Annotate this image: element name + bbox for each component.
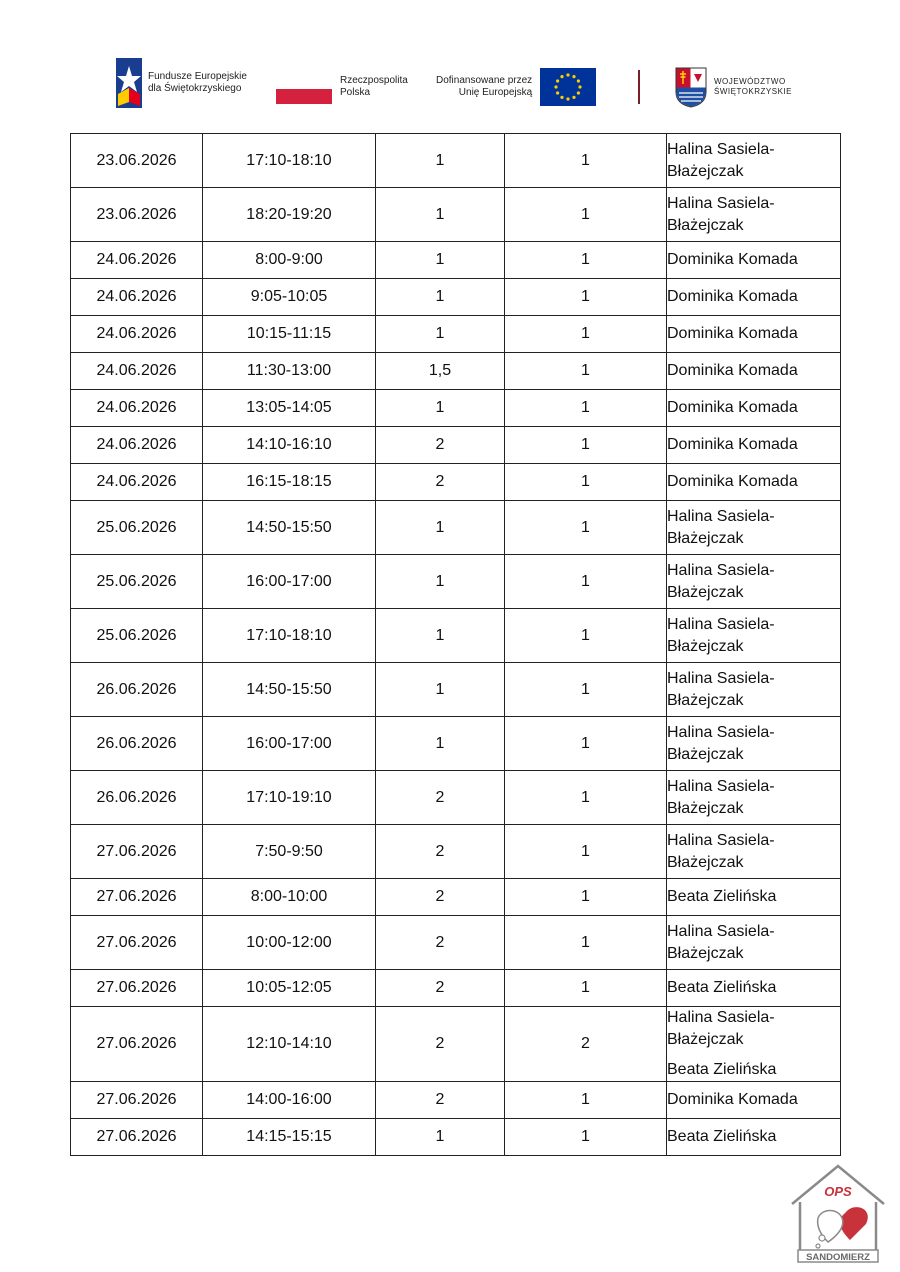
time-range-cell: 14:10-16:10 [203, 427, 376, 464]
date-cell: 26.06.2026 [71, 717, 203, 771]
hours-cell: 2 [376, 825, 505, 879]
time-range-cell: 10:00-12:00 [203, 916, 376, 970]
time-range-cell: 17:10-18:10 [203, 134, 376, 188]
table-row [71, 609, 841, 663]
person-cell [667, 501, 841, 555]
person-cell [667, 1007, 841, 1082]
person-cell [667, 464, 841, 501]
count-cell: 1 [505, 427, 667, 464]
date-cell: 26.06.2026 [71, 663, 203, 717]
count-cell: 1 [505, 390, 667, 427]
person-name-line: Halina Sasiela- [667, 507, 775, 525]
hours-cell: 2 [376, 879, 505, 916]
schedule-table-body [71, 134, 841, 1156]
date-cell: 27.06.2026 [71, 1007, 203, 1082]
person-cell [667, 771, 841, 825]
fe-line2: dla Świętokrzyskiego [148, 83, 242, 94]
count-cell: 1 [505, 279, 667, 316]
time-range-cell: 9:05-10:05 [203, 279, 376, 316]
hours-cell: 1 [376, 1119, 505, 1156]
heart-icon [840, 1207, 868, 1240]
count-cell: 2 [505, 1007, 667, 1082]
count-cell: 1 [505, 1082, 667, 1119]
person-name-line: Błażejczak [667, 944, 744, 962]
table-row [71, 879, 841, 916]
table-row [71, 825, 841, 879]
table-row [71, 1082, 841, 1119]
count-cell: 1 [505, 188, 667, 242]
person-name-line: Halina Sasiela- [667, 194, 775, 212]
count-cell: 1 [505, 555, 667, 609]
eu-cofinancing-logo [436, 68, 596, 106]
person-cell [667, 916, 841, 970]
count-cell: 1 [505, 316, 667, 353]
date-cell: 23.06.2026 [71, 188, 203, 242]
table-row [71, 188, 841, 242]
person-name-line: Błażejczak [667, 799, 744, 817]
date-cell: 27.06.2026 [71, 879, 203, 916]
time-range-cell: 12:10-14:10 [203, 1007, 376, 1082]
time-range-cell: 17:10-19:10 [203, 771, 376, 825]
person-cell [667, 1082, 841, 1119]
person-name-line: Halina Sasiela- [667, 1009, 775, 1026]
count-cell: 1 [505, 663, 667, 717]
person-name-line: Halina Sasiela- [667, 922, 775, 940]
hours-cell: 1 [376, 134, 505, 188]
table-row [71, 663, 841, 717]
person-name-line: Dominika Komada [667, 1091, 798, 1108]
hours-cell: 2 [376, 427, 505, 464]
table-row [71, 555, 841, 609]
ue-line2: Unię Europejską [458, 87, 533, 98]
rzeczpospolita-logo [276, 74, 408, 104]
person-name-line: Błażejczak [667, 637, 744, 655]
person-name-line: Dominika Komada [667, 436, 798, 453]
date-cell: 24.06.2026 [71, 353, 203, 390]
time-range-cell: 16:00-17:00 [203, 555, 376, 609]
person-name-line: Beata Zielińska [667, 888, 777, 905]
person-cell [667, 279, 841, 316]
table-row [71, 427, 841, 464]
person-cell [667, 879, 841, 916]
polish-flag-icon [276, 74, 332, 104]
header-logo-bar [0, 0, 900, 120]
person-cell [667, 717, 841, 771]
time-range-cell: 18:20-19:20 [203, 188, 376, 242]
person-cell [667, 1119, 841, 1156]
person-name-line: Błażejczak [667, 691, 744, 709]
count-cell: 1 [505, 717, 667, 771]
person-name-line: Beata Zielińska [667, 979, 777, 996]
time-range-cell: 16:00-17:00 [203, 717, 376, 771]
date-cell: 27.06.2026 [71, 970, 203, 1007]
table-row [71, 1007, 841, 1082]
stamp-bottom-text: SANDOMIERZ [806, 1252, 870, 1263]
table-row [71, 717, 841, 771]
swietokrzyskie-crest-icon [674, 66, 708, 108]
count-cell: 1 [505, 771, 667, 825]
date-cell: 24.06.2026 [71, 279, 203, 316]
eu-flag-icon [540, 68, 596, 106]
count-cell: 1 [505, 916, 667, 970]
person-cell [667, 825, 841, 879]
person-name-line: Błażejczak [667, 745, 744, 763]
time-range-cell: 11:30-13:00 [203, 353, 376, 390]
logo-divider [638, 70, 640, 104]
person-name-line: Halina Sasiela- [667, 723, 775, 741]
count-cell: 1 [505, 609, 667, 663]
date-cell: 27.06.2026 [71, 1082, 203, 1119]
date-cell: 27.06.2026 [71, 1119, 203, 1156]
person-cell [667, 134, 841, 188]
count-cell: 1 [505, 501, 667, 555]
date-cell: 25.06.2026 [71, 609, 203, 663]
person-name-line: Halina Sasiela- [667, 140, 775, 158]
person-name-line: Błażejczak [667, 1031, 744, 1048]
fundusze-europejskie-logo [116, 58, 247, 108]
date-cell: 25.06.2026 [71, 555, 203, 609]
person-cell [667, 970, 841, 1007]
hours-cell: 2 [376, 916, 505, 970]
hours-cell: 1 [376, 609, 505, 663]
person-cell [667, 188, 841, 242]
hours-cell: 2 [376, 1007, 505, 1082]
hours-cell: 1 [376, 717, 505, 771]
ops-sandomierz-stamp [788, 1162, 888, 1266]
person-cell [667, 609, 841, 663]
count-cell: 1 [505, 134, 667, 188]
date-cell: 26.06.2026 [71, 771, 203, 825]
person-cell [667, 242, 841, 279]
table-row [71, 464, 841, 501]
hours-cell: 1 [376, 663, 505, 717]
person-name-line: Dominika Komada [667, 251, 798, 268]
hours-cell: 1 [376, 242, 505, 279]
hours-cell: 1 [376, 501, 505, 555]
count-cell: 1 [505, 353, 667, 390]
time-range-cell: 14:50-15:50 [203, 663, 376, 717]
sw-line2: ŚWIĘTOKRZYSKIE [714, 87, 792, 96]
time-range-cell: 10:15-11:15 [203, 316, 376, 353]
hours-cell: 1 [376, 390, 505, 427]
person-name-line: Dominika Komada [667, 325, 798, 342]
person-name-line: Dominika Komada [667, 473, 798, 490]
table-row [71, 353, 841, 390]
date-cell: 24.06.2026 [71, 427, 203, 464]
count-cell: 1 [505, 825, 667, 879]
person-name-line: Błażejczak [667, 583, 744, 601]
hours-cell: 2 [376, 970, 505, 1007]
fe-line1: Fundusze Europejskie [148, 71, 247, 82]
count-cell: 1 [505, 464, 667, 501]
person-name-line: Dominika Komada [667, 399, 798, 416]
fe-star-icon [116, 58, 142, 108]
count-cell: 1 [505, 242, 667, 279]
table-row [71, 970, 841, 1007]
table-row [71, 134, 841, 188]
time-range-cell: 17:10-18:10 [203, 609, 376, 663]
person-cell [667, 353, 841, 390]
hours-cell: 1 [376, 316, 505, 353]
stamp-top-text: OPS [824, 1184, 852, 1199]
table-row [71, 1119, 841, 1156]
person-name-line: Błażejczak [667, 529, 744, 547]
person-cell [667, 427, 841, 464]
person-name-line: Błażejczak [667, 853, 744, 871]
hours-cell: 1 [376, 555, 505, 609]
person-name-line: Beata Zielińska [667, 1128, 777, 1145]
person-name-line: Błażejczak [667, 216, 744, 234]
wojewodztwo-swietokrzyskie-logo [674, 66, 792, 108]
table-row [71, 279, 841, 316]
person-name-line: Beata Zielińska [667, 1061, 777, 1078]
time-range-cell: 14:00-16:00 [203, 1082, 376, 1119]
table-row [71, 316, 841, 353]
date-cell: 24.06.2026 [71, 242, 203, 279]
schedule-table [70, 133, 841, 1156]
table-row [71, 501, 841, 555]
person-name-line: Halina Sasiela- [667, 615, 775, 633]
hours-cell: 1 [376, 279, 505, 316]
date-cell: 27.06.2026 [71, 825, 203, 879]
sw-line1: WOJEWÓDZTWO [714, 77, 786, 86]
rp-line1: Rzeczpospolita [340, 75, 408, 86]
time-range-cell: 7:50-9:50 [203, 825, 376, 879]
date-cell: 24.06.2026 [71, 464, 203, 501]
person-cell [667, 663, 841, 717]
person-name-line: Dominika Komada [667, 288, 798, 305]
time-range-cell: 8:00-9:00 [203, 242, 376, 279]
hours-cell: 1,5 [376, 353, 505, 390]
rp-line2: Polska [340, 87, 371, 98]
time-range-cell: 13:05-14:05 [203, 390, 376, 427]
time-range-cell: 16:15-18:15 [203, 464, 376, 501]
ue-line1: Dofinansowane przez [436, 75, 533, 86]
count-cell: 1 [505, 1119, 667, 1156]
hours-cell: 1 [376, 188, 505, 242]
time-range-cell: 10:05-12:05 [203, 970, 376, 1007]
hours-cell: 2 [376, 1082, 505, 1119]
person-cell [667, 555, 841, 609]
count-cell: 1 [505, 879, 667, 916]
date-cell: 24.06.2026 [71, 316, 203, 353]
hours-cell: 2 [376, 771, 505, 825]
table-row [71, 390, 841, 427]
table-row [71, 242, 841, 279]
person-name-line: Halina Sasiela- [667, 831, 775, 849]
person-name-line: Halina Sasiela- [667, 669, 775, 687]
time-range-cell: 14:15-15:15 [203, 1119, 376, 1156]
date-cell: 24.06.2026 [71, 390, 203, 427]
date-cell: 23.06.2026 [71, 134, 203, 188]
time-range-cell: 8:00-10:00 [203, 879, 376, 916]
hours-cell: 2 [376, 464, 505, 501]
person-name-line: Halina Sasiela- [667, 561, 775, 579]
count-cell: 1 [505, 970, 667, 1007]
date-cell: 27.06.2026 [71, 916, 203, 970]
date-cell: 25.06.2026 [71, 501, 203, 555]
table-row [71, 916, 841, 970]
person-name-line: Dominika Komada [667, 362, 798, 379]
time-range-cell: 14:50-15:50 [203, 501, 376, 555]
person-name-line: Halina Sasiela- [667, 777, 775, 795]
person-cell [667, 316, 841, 353]
person-name-line: Błażejczak [667, 162, 744, 180]
table-row [71, 771, 841, 825]
person-cell [667, 390, 841, 427]
